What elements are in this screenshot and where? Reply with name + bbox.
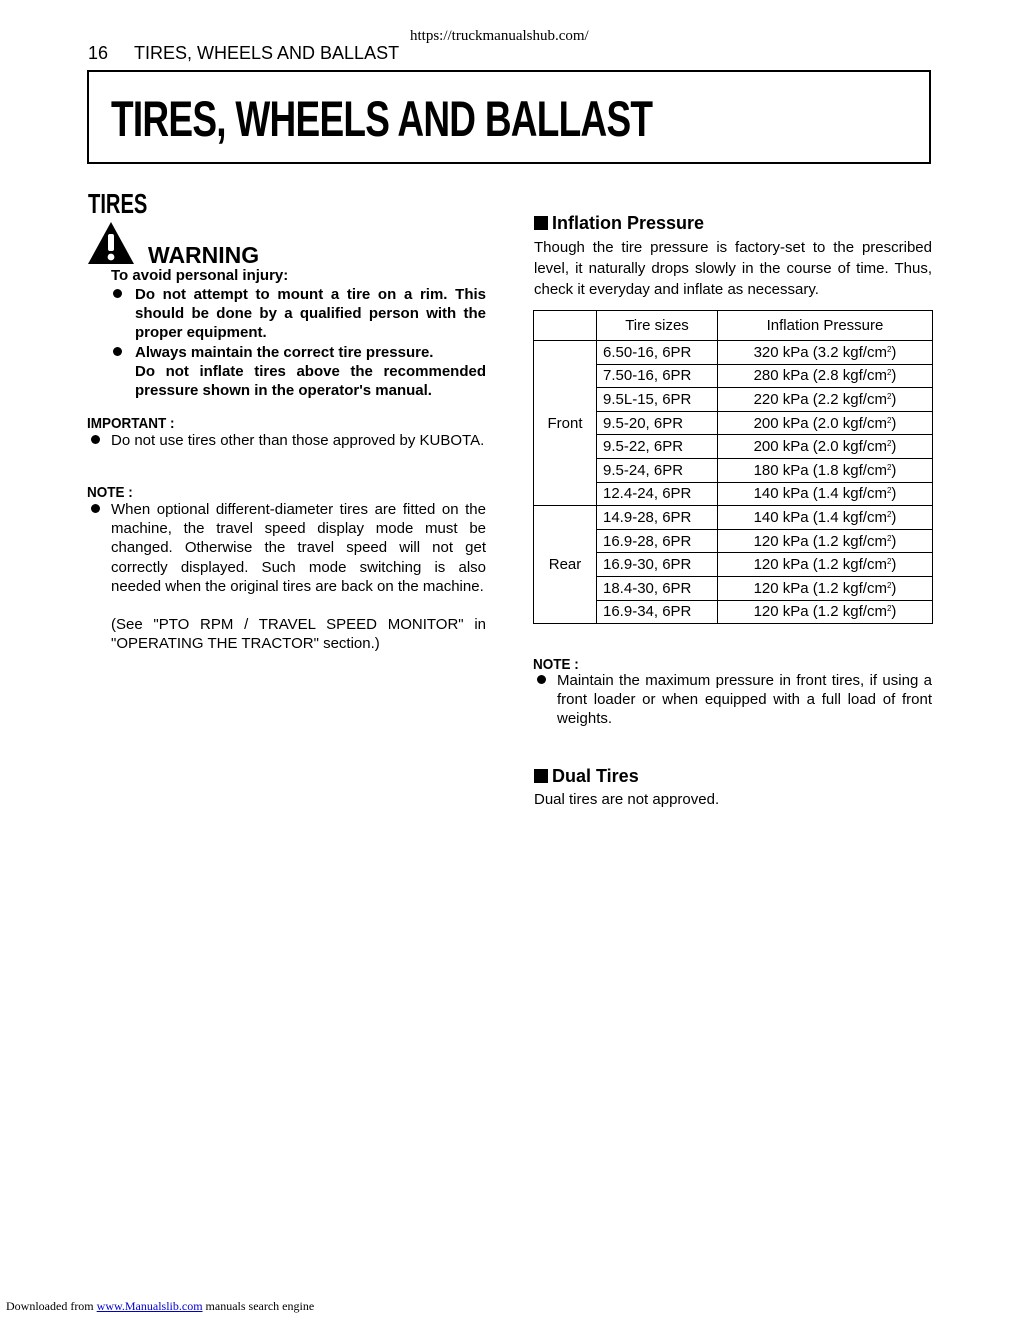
- warning-item-2: Always maintain the correct tire pressure.: [135, 344, 434, 361]
- chapter-title-box: [87, 70, 931, 164]
- front-group-label: Front: [534, 341, 597, 506]
- square-bullet-icon: [534, 216, 548, 230]
- bullet-icon: [113, 347, 122, 356]
- tire-size-cell: 9.5-24, 6PR: [597, 458, 718, 482]
- page-number: 16: [88, 43, 109, 63]
- warning-item-3: Do not inflate tires above the recommended pressure shown in the operator's manual.: [135, 363, 486, 400]
- bullet-icon: [537, 675, 546, 684]
- dual-tires-heading: Dual Tires: [534, 766, 639, 787]
- manualslib-link[interactable]: www.Manualslib.com: [96, 1299, 203, 1313]
- note-item-1: When optional different-diameter tires are fitted on the machine, the travel speed display mode must be changed. Otherwise the travel speed will not get correctly displayed. Such mode switching is also needed when the original tires are back on the machine.: [111, 501, 486, 595]
- tire-size-cell: 12.4-24, 6PR: [597, 482, 718, 506]
- rear-group-label: Rear: [534, 506, 597, 624]
- pressure-cell: 200 kPa (2.0 kgf/$cm^2$): [718, 411, 933, 435]
- inflation-pressure-heading: Inflation Pressure: [534, 213, 704, 234]
- table-header-row: [534, 311, 933, 341]
- page-url: https://truckmanualshub.com/: [410, 28, 589, 44]
- tire-size-cell: 18.4-30, 6PR: [597, 576, 718, 600]
- tire-size-cell: 16.9-28, 6PR: [597, 529, 718, 553]
- chapter-title: TIRES, WHEELS AND BALLAST: [111, 91, 653, 147]
- bullet-icon: [91, 435, 100, 444]
- table-row: [534, 341, 933, 365]
- tire-pressure-table: [533, 310, 933, 624]
- bullet-icon: [91, 504, 100, 513]
- tire-size-cell: 7.50-16, 6PR: [597, 364, 718, 388]
- pressure-cell: 180 kPa (1.8 kgf/$cm^2$): [718, 458, 933, 482]
- pressure-cell: 120 kPa (1.2 kgf/$cm^2$): [718, 576, 933, 600]
- pressure-cell: 140 kPa (1.4 kgf/$cm^2$): [718, 506, 933, 530]
- tire-size-cell: 16.9-34, 6PR: [597, 600, 718, 624]
- warning-intro: To avoid personal injury:: [111, 267, 289, 284]
- bullet-icon: [113, 289, 122, 298]
- note-item-right: Maintain the maximum pressure in front tires, if using a front loader or when equipped with a full load of front weights.: [557, 672, 932, 728]
- tire-size-cell: 16.9-30, 6PR: [597, 553, 718, 577]
- section-title-tires: TIRES: [88, 188, 148, 219]
- pressure-cell: 280 kPa (2.8 kgf/$cm^2$): [718, 364, 933, 388]
- footer: Downloaded from www.Manualslib.com manuals search engine: [6, 1299, 315, 1313]
- dual-tires-body: Dual tires are not approved.: [534, 791, 720, 808]
- pressure-cell: 140 kPa (1.4 kgf/$cm^2$): [718, 482, 933, 506]
- warning-item-1: Do not attempt to mount a tire on a rim. This should be done by a qualified person with the proper equipment.: [135, 286, 486, 342]
- pressure-cell: 120 kPa (1.2 kgf/$cm^2$): [718, 529, 933, 553]
- pressure-cell: 220 kPa (2.2 kgf/$cm^2$): [718, 388, 933, 412]
- square-bullet-icon: [534, 769, 548, 783]
- running-header: [88, 43, 399, 64]
- note-label: NOTE :: [87, 484, 133, 501]
- pressure-cell: 120 kPa (1.2 kgf/$cm^2$): [718, 600, 933, 624]
- tire-size-cell: 6.50-16, 6PR: [597, 341, 718, 365]
- note-label-right: NOTE :: [533, 656, 579, 673]
- pressure-cell: 120 kPa (1.2 kgf/$cm^2$): [718, 553, 933, 577]
- important-item-1: Do not use tires other than those approved by KUBOTA.: [111, 432, 485, 449]
- tire-size-cell: 14.9-28, 6PR: [597, 506, 718, 530]
- pressure-cell: 200 kPa (2.0 kgf/$cm^2$): [718, 435, 933, 459]
- pressure-cell: 320 kPa (3.2 kgf/$cm^2$): [718, 341, 933, 365]
- table-header-tire-sizes: Tire sizes: [597, 311, 718, 341]
- running-header-section: TIRES, WHEELS AND BALLAST: [134, 43, 400, 63]
- note-reference: (See "PTO RPM / TRAVEL SPEED MONITOR" in "OPERATING THE TRACTOR" section.): [111, 616, 486, 653]
- table-row: [534, 506, 933, 530]
- inflation-pressure-body: Though the tire pressure is factory-set to the prescribed level, it naturally drops slowly in the course of time. Thus, check it everyday and inflate as necessary.: [534, 239, 932, 298]
- warning-label: WARNING: [148, 242, 260, 268]
- important-label: IMPORTANT :: [87, 415, 175, 432]
- tire-size-cell: 9.5-22, 6PR: [597, 435, 718, 459]
- warning-triangle-icon: [87, 221, 135, 265]
- tire-size-cell: 9.5-20, 6PR: [597, 411, 718, 435]
- table-header-inflation-pressure: Inflation Pressure: [718, 311, 933, 341]
- tire-size-cell: 9.5L-15, 6PR: [597, 388, 718, 412]
- table-header-cell: [534, 311, 597, 341]
